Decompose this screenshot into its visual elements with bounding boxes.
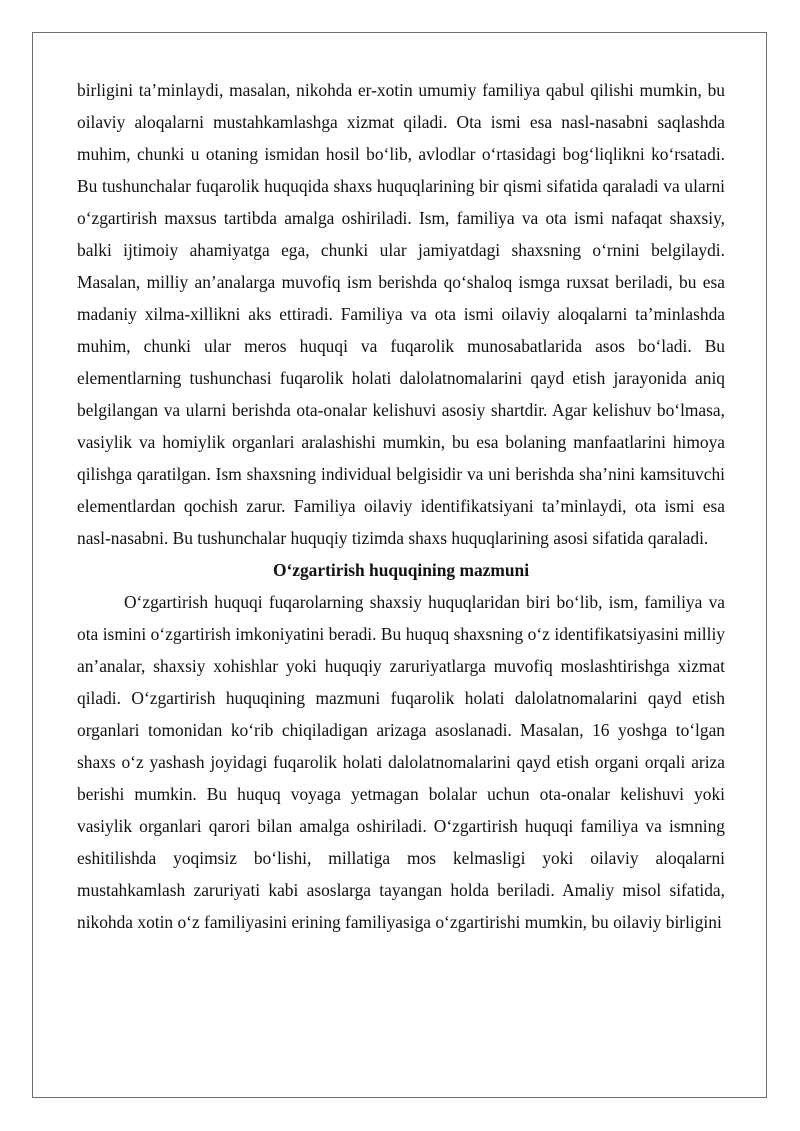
body-paragraph: O‘zgartirish huquqi fuqarolarning shaxsiy huquqlaridan biri bo‘lib, ism, familiya va ota ismini o‘zgartirish imkoniyatini beradi. Bu huquq shaxsning o‘z identifikatsiyasini milliy an’analar, shaxsiy xohishlar yoki huquqiy zaruriyatlarga muvofiq moslashtirishga xizmat qiladi. O‘zgartirish huquqining mazmuni fuqarolik holati dalolatnomalarini qayd etish organlari tomonidan ko‘rib chiqiladigan arizaga asoslanadi. Masalan, 16 yoshga to‘lgan shaxs o‘z yashash joyidagi fuqarolik holati dalolatnomalarini qayd etish organi orqali ariza berishi mumkin. Bu huquq voyaga yetmagan bolalar uchun ota-onalar kelishuvi yoki vasiylik organlari qarori bilan amalga oshiriladi. O‘zgartirish huquqi familiya va ismning eshitilishda yoqimsiz bo‘lishi, millatiga mos kelmasligi yoki oilaviy aloqalarni mustahkamlash zaruriyati kabi asoslarga tayangan holda beriladi. Amaliy misol sifatida, nikohda xotin o‘z familiyasini erining familiyasiga o‘zgartirishi mumkin, bu oilaviy birligini xyxy=(77,592,725,932)
document-body xyxy=(77,74,725,938)
section-heading: O‘zgartirish huquqining mazmuni xyxy=(272,560,530,580)
body-paragraph: birligini ta’minlaydi, masalan, nikohda er-xotin umumiy familiya qabul qilishi mumkin, bu oilaviy aloqalarni mustahkamlashga xizmat qiladi. Ota ismi esa nasl-nasabni saqlashda muhim, chunki u otaning ismidan hosil bo‘lib, avlodlar o‘rtasidagi bog‘liqlikni ko‘rsatadi. Bu tushunchalar fuqarolik huquqida shaxs huquqlarining bir qismi sifatida qaraladi va ularni o‘zgartirish maxsus tartibda amalga oshiriladi. Ism, familiya va ota ismi nafaqat shaxsiy, balki ijtimoiy ahamiyatga ega, chunki ular jamiyatdagi shaxsning o‘rnini belgilaydi. Masalan, milliy an’analarga muvofiq ism berishda qo‘shaloq ismga ruxsat beriladi, bu esa madaniy xilma-xillikni aks ettiradi. Familiya va ota ismi oilaviy aloqalarni ta’minlashda muhim, chunki ular meros huquqi va fuqarolik munosabatlarida asos bo‘ladi. Bu elementlarning tushunchasi fuqarolik holati dalolatnomalarini qayd etish jarayonida aniq belgilangan va ularni berishda ota-onalar kelishuvi asosiy shartdir. Agar kelishuv bo‘lmasa, vasiylik va homiylik organlari aralashishi mumkin, bu esa bolaning manfaatlarini himoya qilishga qaratilgan. Ism shaxsning individual belgisidir va uni berishda sha’nini kamsituvchi elementlardan qochish zarur. Familiya oilaviy identifikatsiyani ta’minlaydi, ota ismi esa nasl-nasabni. Bu tushunchalar huquqiy tizimda shaxs huquqlarining asosi sifatida qaraladi. xyxy=(77,80,725,548)
